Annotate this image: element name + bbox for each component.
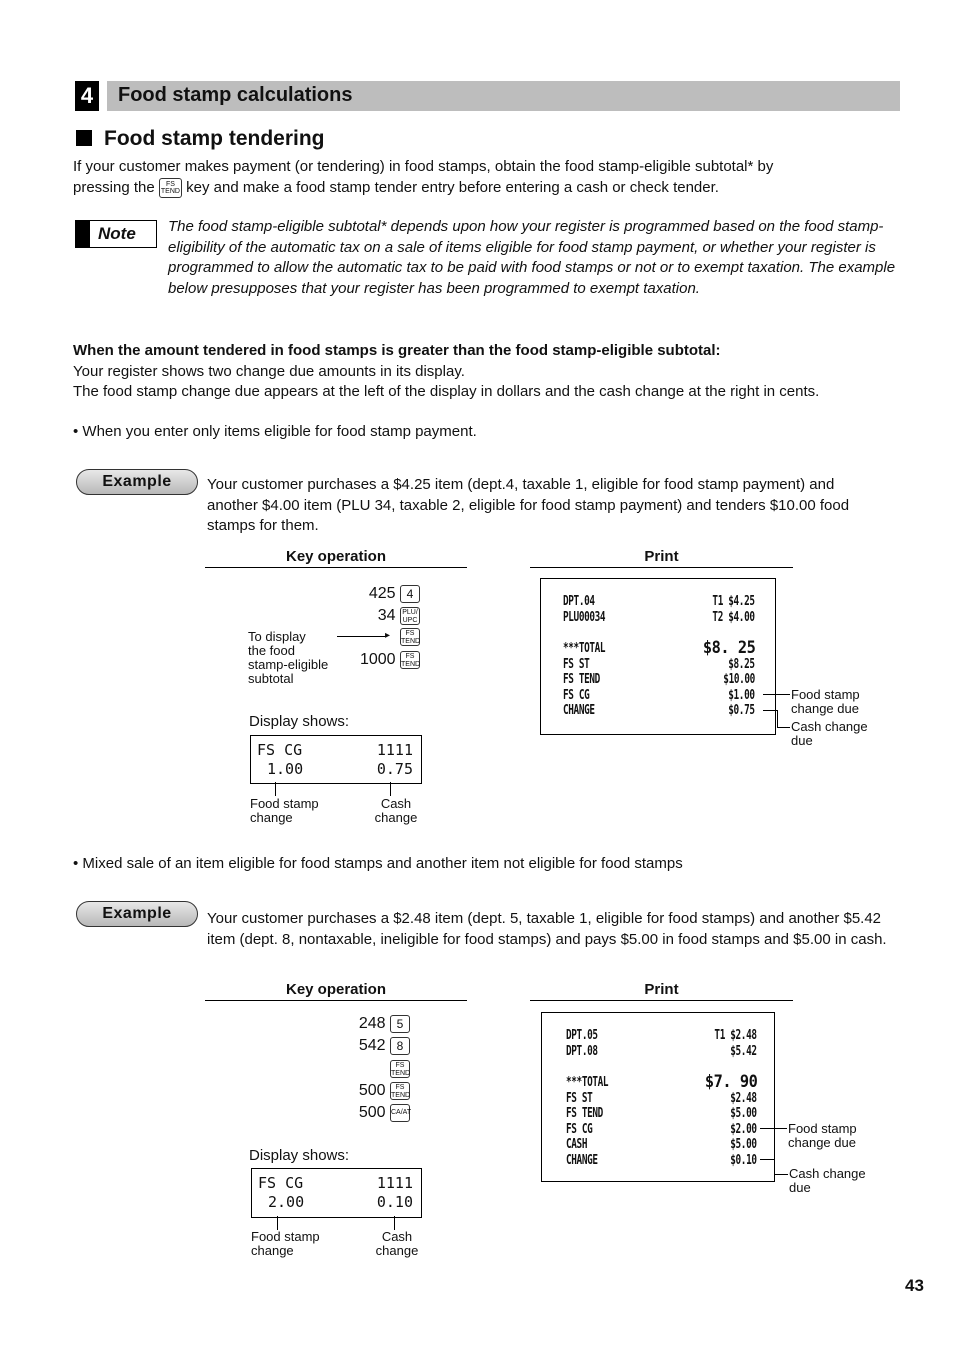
subsection-title: Food stamp tendering [104, 127, 325, 150]
intro-line-1: If your customer makes payment (or tendering) in food stamps, obtain the food stamp-eligible subtotal* by [73, 158, 774, 175]
condition-line-1: Your register shows two change due amounts in its display. [73, 362, 465, 380]
example1-label: Example [76, 469, 198, 495]
fs-tend-key-icon: FS TEND [159, 178, 182, 198]
example2-print-heading: Print [644, 981, 679, 998]
example1-receipt: DPT.04 T1 $4.25 PLU00034 T2 $4.00 ***TOTAL $8. 25 FS ST $8.25 FS TEND $10.00 FS CG $1.00 CHANGE $0.75 [540, 578, 776, 735]
example2-bullet: • Mixed sale of an item eligible for food stamps and another item not eligible for food stamps [73, 855, 683, 872]
section-title: Food stamp calculations [118, 84, 353, 106]
plu-upc-key-icon: PLU/ UPC [400, 607, 420, 625]
example2-key-row: 500 CA/AT [358, 1104, 412, 1122]
fs-tend-key-icon: FS TEND [401, 653, 421, 668]
fs-tend-key-icon: FS TEND [401, 630, 421, 645]
square-bullet-icon [76, 130, 92, 146]
page-number: 43 [905, 1276, 924, 1295]
example2-key-heading: Key operation [285, 981, 387, 998]
dept-5-key-icon: 5 [390, 1015, 410, 1033]
example2-label: Example [76, 901, 198, 927]
example2-display-label: Display shows: [249, 1147, 350, 1164]
example2-caption-cash: Cash change [375, 1229, 419, 1258]
example1-callout-fs: Food stamp change due [791, 687, 860, 716]
example1-key-row: 34 PLU/ UPC [340, 607, 420, 625]
example1-display: FS CG 1111 1.00 0.75 [250, 735, 422, 784]
ca-at-key-icon: CA/AT [390, 1104, 410, 1122]
example1-key-row: 425 4 [340, 585, 420, 603]
example1-key-row [340, 628, 420, 646]
dept-4-key-icon: 4 [400, 585, 420, 603]
intro-paragraph [73, 157, 903, 198]
example2-text: Your customer purchases a $2.48 item (dept. 5, taxable 1, eligible for food stamps) and another $5.42 item (dept. 8, nontaxable, ineligible for food stamps) and pays $5.00 in food stamps and $5.00 in cash. [207, 910, 887, 948]
fs-tend-key-icon: FS TEND [391, 1084, 411, 1099]
arrow-right-icon: ▸ [385, 630, 391, 641]
example1-text: Your customer purchases a $4.25 item (dept.4, taxable 1, eligible for food stamp payment) and another $4.00 item (PLU 34, taxable 2, eligible for food stamp payment) and tenders $10.00 food stamps for them. [207, 476, 850, 534]
example1-print-heading: Print [644, 548, 679, 565]
dept-8-key-icon: 8 [390, 1037, 410, 1055]
example1-key-heading: Key operation [285, 548, 387, 565]
example2-caption-fs: Food stamp change [251, 1229, 320, 1258]
example2-key-row: 542 8 [320, 1037, 410, 1055]
example2-key-row: 500 FS TEND [358, 1082, 411, 1100]
example2-key-row: 248 5 [320, 1015, 410, 1033]
example1-display-label: Display shows: [249, 713, 350, 730]
example1-bullet: • When you enter only items eligible for food stamp payment. [73, 423, 477, 440]
note-badge [75, 220, 157, 248]
condition-paragraph [73, 341, 913, 403]
example1-key-row: 1000 FS TEND [359, 651, 421, 669]
example2-callout-fs: Food stamp change due [788, 1121, 857, 1150]
example2-receipt: DPT.05 T1 $2.48 DPT.08 $5.42 ***TOTAL $7. 90 FS ST $2.48 FS TEND $5.00 FS CG $2.00 CASH $5.00 CHANGE $0.10 [541, 1012, 775, 1182]
fs-tend-key-icon: FS TEND [391, 1062, 411, 1077]
example2-display: FS CG 1111 2.00 0.10 [251, 1168, 422, 1218]
example1-caption-fs: Food stamp change [250, 796, 319, 825]
note-label: Note [98, 224, 136, 243]
arrow-line [337, 636, 387, 637]
example2-key-row [320, 1060, 410, 1078]
section-number: 4 [75, 81, 99, 111]
example1-callout-cash: Cash change due [791, 719, 868, 748]
condition-line-2: The food stamp change due appears at the left of the display in dollars and the cash change at the right in cents. [73, 383, 820, 400]
example2-callout-cash: Cash change due [789, 1166, 866, 1195]
example1-caption-cash: Cash change [374, 796, 418, 825]
example1-annotation: To display the food stamp-eligible subtotal [248, 629, 329, 686]
intro-line-2: pressing the FS TEND key and make a food stamp tender entry before entering a cash or check tender. [73, 178, 903, 199]
condition-heading: When the amount tendered in food stamps is greater than the food stamp-eligible subtotal: [73, 342, 721, 359]
note-text: The food stamp-eligible subtotal* depends upon how your register is programmed based on the food stamp-eligibility of the automatic tax on a sale of items eligible for food stamp payment, or whether your register is programmed to allow the automatic tax to be paid with food stamps or not or to exempt taxation. The example below presupposes that your register has been programmed to exempt taxation. [168, 218, 896, 297]
